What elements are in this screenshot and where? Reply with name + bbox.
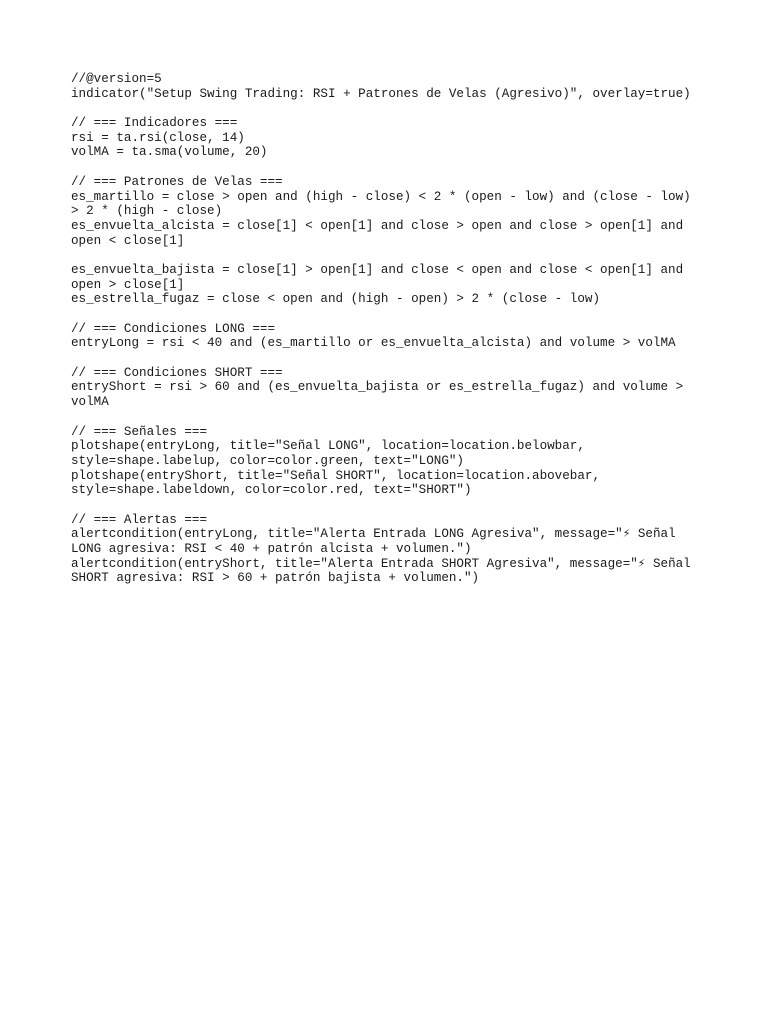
bearish-patterns-block — [71, 263, 711, 307]
entry-short-line: entryShort = rsi > 60 and (es_envuelta_bajista or es_estrella_fugaz) and volume > — [71, 380, 684, 395]
shooting-star-line: es_estrella_fugaz = close < open and (high - open) > 2 * (close - low) — [71, 292, 601, 307]
version-directive-line: //@version=5 — [71, 72, 162, 86]
long-conditions-block — [71, 322, 711, 351]
document-page — [71, 72, 711, 601]
version-header-block — [71, 72, 711, 101]
alert-long-line: alertcondition(entryLong, title="Alerta Entrada LONG Agresiva", message="⚡ Señal — [71, 527, 676, 542]
plotshape-long-continuation-line: style=shape.labelup, color=color.green, text="LONG") — [71, 453, 464, 468]
signals-comment-line: // === Señales === — [71, 424, 208, 439]
indicators-comment-line: // === Indicadores === — [71, 116, 238, 131]
indicators-block — [71, 116, 711, 160]
alerts-block — [71, 513, 711, 586]
entry-short-continuation-line: volMA — [71, 395, 109, 410]
signals-block — [71, 425, 711, 498]
bullish-engulfing-continuation-line: open < close[1] — [71, 233, 185, 248]
indicator-declaration-line: indicator("Setup Swing Trading: RSI + Patrones de Velas (Agresivo)", overlay=true) — [71, 86, 691, 101]
plotshape-long-line: plotshape(entryLong, title="Señal LONG", location=location.belowbar, — [71, 439, 585, 454]
candle-patterns-comment-line: // === Patrones de Velas === — [71, 174, 283, 189]
alert-short-continuation-line: SHORT agresiva: RSI > 60 + patrón bajista + volumen.") — [71, 571, 480, 586]
hammer-pattern-continuation-line: > 2 * (high - close) — [71, 204, 223, 219]
plotshape-short-line: plotshape(entryShort, title="Señal SHORT", location=location.abovebar, — [71, 468, 601, 483]
rsi-definition-line: rsi = ta.rsi(close, 14) — [71, 130, 245, 145]
bearish-engulfing-continuation-line: open > close[1] — [71, 277, 185, 292]
hammer-pattern-line: es_martillo = close > open and (high - close) < 2 * (open - low) and (close - low) — [71, 189, 691, 204]
short-conditions-comment-line: // === Condiciones SHORT === — [71, 365, 283, 380]
entry-long-line: entryLong = rsi < 40 and (es_martillo or es_envuelta_alcista) and volume > volMA — [71, 336, 676, 351]
alerts-comment-line: // === Alertas === — [71, 512, 208, 527]
volma-definition-line: volMA = ta.sma(volume, 20) — [71, 145, 268, 160]
candle-patterns-block — [71, 175, 711, 248]
bullish-engulfing-line: es_envuelta_alcista = close[1] < open[1] and close > open and close > open[1] and — [71, 218, 684, 233]
plotshape-short-continuation-line: style=shape.labeldown, color=color.red, text="SHORT") — [71, 483, 472, 498]
alert-long-continuation-line: LONG agresiva: RSI < 40 + patrón alcista + volumen.") — [71, 542, 472, 556]
alert-short-line: alertcondition(entryShort, title="Alerta Entrada SHORT Agresiva", message="⚡ Señal — [71, 556, 691, 571]
bearish-engulfing-line: es_envuelta_bajista = close[1] > open[1] and close < open and close < open[1] and — [71, 262, 684, 277]
long-conditions-comment-line: // === Condiciones LONG === — [71, 321, 276, 336]
short-conditions-block — [71, 366, 711, 410]
